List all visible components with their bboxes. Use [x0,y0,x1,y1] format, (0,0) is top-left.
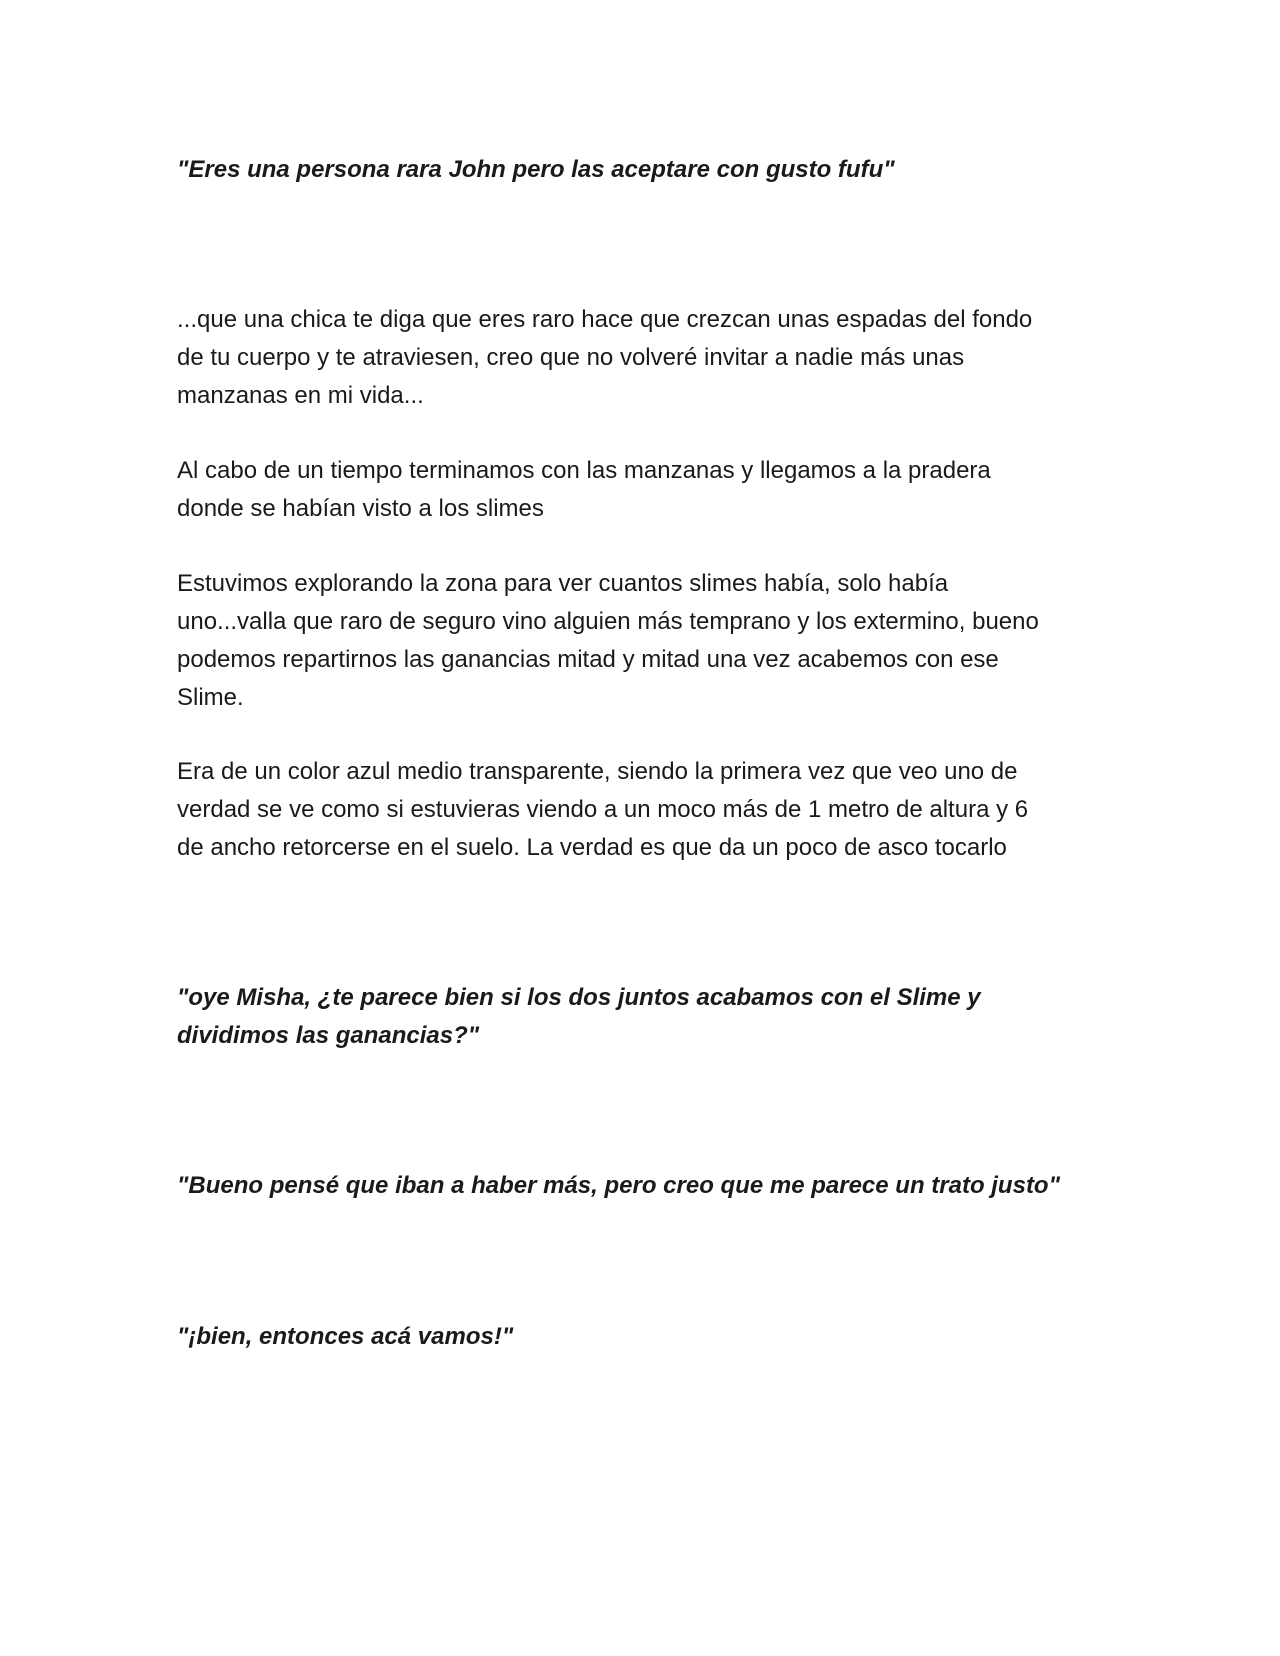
text-line: Era de un color azul medio transparente, siendo la primera vez que veo uno de [177,758,1018,785]
dialogue-paragraph [177,1318,1097,1356]
text-line: Al cabo de un tiempo terminamos con las manzanas y llegamos a la pradera [177,457,991,484]
text-line: "oye Misha, ¿te parece bien si los dos juntos acabamos con el Slime y [177,984,981,1011]
text-line: "Bueno pensé que iban a haber más, pero creo que me parece un trato justo" [177,1172,1060,1199]
narration-paragraph [177,301,1097,415]
text-line: de tu cuerpo y te atraviesen, creo que no volveré invitar a nadie más unas [177,344,965,371]
narration-paragraph [177,452,1097,528]
dialogue-paragraph [177,979,1097,1055]
dialogue-paragraph [177,1167,1097,1205]
text-line: donde se habían visto a los slimes [177,495,544,522]
narration-paragraph [177,565,1097,717]
text-line: dividimos las ganancias?" [177,1022,480,1049]
text-line: uno...valla que raro de seguro vino alguien más temprano y los extermino, bueno [177,608,1039,635]
text-line: manzanas en mi vida... [177,382,424,409]
dialogue-paragraph [177,151,1097,189]
text-line: de ancho retorcerse en el suelo. La verdad es que da un poco de asco tocarlo [177,834,1007,861]
narration-paragraph [177,753,1097,867]
text-line: ...que una chica te diga que eres raro hace que crezcan unas espadas del fondo [177,306,1033,333]
text-line: "Eres una persona rara John pero las aceptare con gusto fufu" [177,156,895,183]
text-line: verdad se ve como si estuvieras viendo a un moco más de 1 metro de altura y 6 [177,796,1029,823]
text-line: "¡bien, entonces acá vamos!" [177,1323,514,1350]
text-line: podemos repartirnos las ganancias mitad y mitad una vez acabemos con ese [177,646,999,673]
text-line: Slime. [177,684,244,711]
text-line: Estuvimos explorando la zona para ver cuantos slimes había, solo había [177,570,949,597]
